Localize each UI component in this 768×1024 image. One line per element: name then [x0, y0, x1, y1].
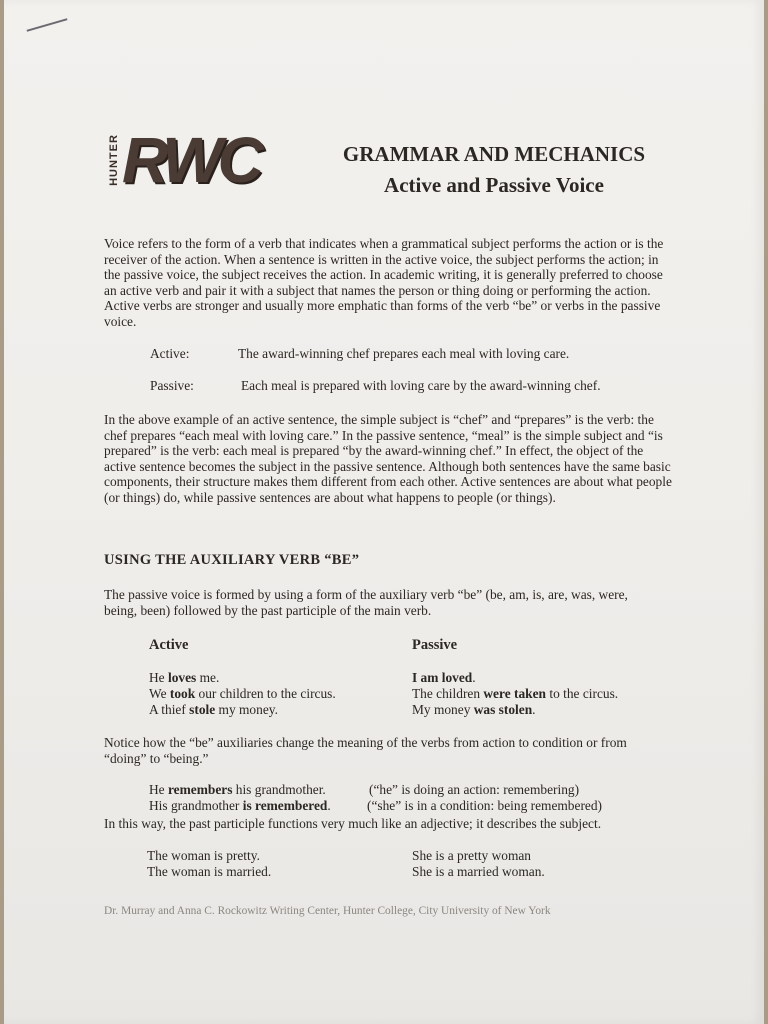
passive-row: My money was stolen. — [412, 702, 536, 717]
active-column — [149, 637, 336, 718]
explanation-paragraph: In the above example of an active sentence, the simple subject is “chef” and “prepares” is the verb: the chef prepares “each meal with loving care.” In the passive sentence, “meal” is the simple subject and “is prepared” is the verb: each meal is prepared “by the award-winning chef.” In effect, the object of the active sentence becomes the subject in the passive sentence. Although both sentences have the same basic components, their structure makes them different from each other. Active sentences are about what people (or things) do, while passive sentences are about what happens to people (or things). — [104, 412, 672, 505]
notice-example-1-note: (“he” is doing an action: remembering) — [369, 782, 580, 797]
pen-mark — [27, 18, 68, 31]
passive-column — [412, 637, 618, 718]
notice-example-2: His grandmother is remembered. — [149, 798, 331, 813]
adjective-examples-left — [147, 848, 271, 880]
logo-main-text: RWC — [122, 124, 259, 196]
section-heading: USING THE AUXILIARY VERB “BE” — [104, 552, 360, 568]
document-subtitle: Active and Passive Voice — [384, 173, 604, 197]
document-heading — [304, 140, 684, 200]
passive-example-text: Each meal is prepared with loving care by the award-winning chef. — [241, 378, 601, 393]
active-column-title: Active — [149, 637, 189, 653]
active-row: A thief stole my money. — [149, 702, 278, 717]
passive-row: I am loved. — [412, 670, 476, 685]
intro-paragraph: Voice refers to the form of a verb that indicates when a grammatical subject performs the action or is the receiver of the action. When a sentence is written in the active voice, the subject performs the action; in the passive voice, the subject receives the action. In academic writing, it is generally preferred to choose an active verb and pair it with a subject that names the person or thing doing or performing the action. Active verbs are stronger and usually more emphatic than forms of the verb “be” or verbs in the passive voice. — [104, 236, 664, 329]
logo-side-text: HUNTER — [108, 134, 120, 186]
adjective-example: She is a pretty woman — [412, 848, 532, 863]
notice-example-2-note: (“she” is in a condition: being remembered) — [367, 798, 602, 813]
active-row: We took our children to the circus. — [149, 686, 336, 701]
active-example-text: The award-winning chef prepares each meal with loving care. — [238, 346, 570, 361]
rwc-logo — [104, 124, 294, 198]
passive-row: The children were taken to the circus. — [412, 686, 619, 701]
adjective-example: She is a married woman. — [412, 864, 545, 879]
notice-example-1: He remembers his grandmother. — [149, 782, 326, 797]
notice-paragraph: Notice how the “be” auxiliaries change the meaning of the verbs from action to condition or from “doing” to “being.” — [104, 735, 627, 766]
participle-sentence: In this way, the past participle functions very much like an adjective; it describes the subject. — [104, 816, 602, 831]
adjective-example: The woman is pretty. — [147, 848, 260, 863]
active-row: He loves me. — [149, 670, 220, 685]
document-page — [4, 0, 764, 1024]
document-title: GRAMMAR AND MECHANICS — [342, 142, 646, 166]
passive-column-title: Passive — [412, 637, 458, 653]
adjective-examples-right — [412, 848, 545, 880]
section-intro-paragraph: The passive voice is formed by using a form of the auxiliary verb “be” (be, am, is, are, was, were, being, been) followed by the past participle of the main verb. — [104, 587, 628, 618]
passive-example-label: Passive: — [150, 378, 194, 393]
footer-credit: Dr. Murray and Anna C. Rockowitz Writing Center, Hunter College, City University of New York — [104, 905, 551, 917]
active-example-label: Active: — [150, 346, 190, 361]
adjective-example: The woman is married. — [147, 864, 272, 879]
